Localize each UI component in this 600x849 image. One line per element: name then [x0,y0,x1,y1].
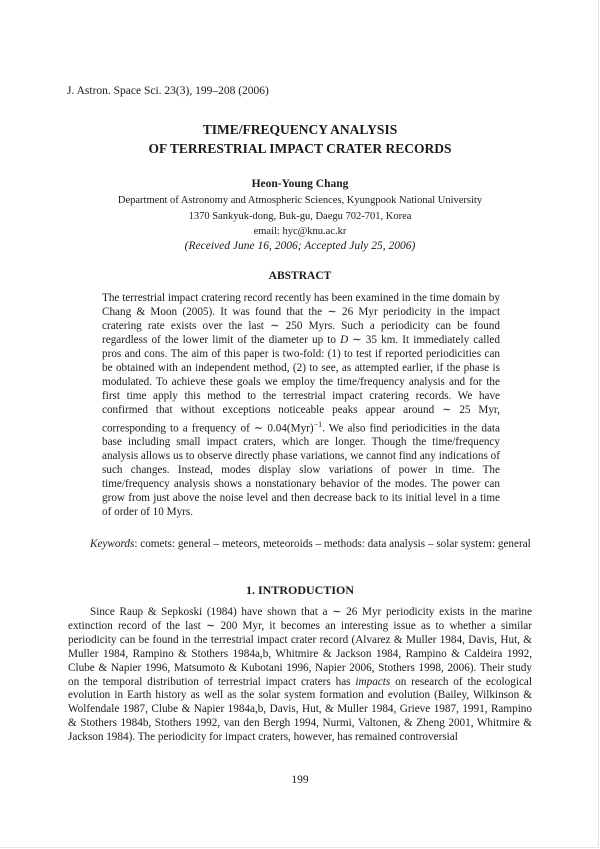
introduction-paragraph [68,606,532,745]
journal-reference: J. Astron. Space Sci. 23(3), 199–208 (2006) [67,85,269,97]
title-line-1: TIME/FREQUENCY ANALYSIS [202,122,398,137]
paper-title [0,120,600,158]
abstract-superscript: −1 [313,419,323,429]
received-dates: (Received June 16, 2006; Accepted July 25, 2006) [184,240,416,252]
affiliation-line-1: Department of Astronomy and Atmospheric Sciences, Kyungpook National University [117,195,483,206]
keywords-label: Keywords [90,538,135,550]
abstract-text-1: The terrestrial impact cratering record recently has been examined in the time domain by Chang & Moon (2005). It was found that the ∼ 26 Myr periodicity in the impact cratering rate exists over the last ∼ 250 Myrs. Such a periodicity can be found regardless of the lower limit of the diameter up to [102,292,500,346]
author-affiliation [0,193,600,240]
keywords-text: : comets: general – meteors, meteoroids – methods: data analysis – solar system: general [134,538,531,550]
keywords [68,537,532,551]
abstract-heading: ABSTRACT [268,270,332,282]
affiliation-line-2: 1370 Sankyuk-dong, Buk-gu, Daegu 702-701, Korea [188,210,412,222]
author-email: email: hyc@knu.ac.kr [253,226,347,237]
abstract-variable-d: D [340,333,349,346]
intro-italic-word: impacts [355,675,391,688]
intro-text-1: Since Raup & Sepkoski (1984) have shown that a ∼ 26 Myr periodicity exists in the marine extinction record of the last ∼ 200 Myr, it becomes an interesting issue as to whether a similar periodicity can be found in the terrestrial impact crater record (Alvarez & Muller 1984, Davis, Hut, & Muller 1984, Rampino & Stothers 1984a,b, Whitmire & Jackson 1984, Rampino & Caldeira 1992, Clube & Napier 1996, Matsumoto & Kubotani 1996, Napier 2006, Stothers 1998, 2006). Their study on the temporal distribution of terrestrial impact craters has [68,606,532,688]
abstract-text-3: . We also find periodicities in the data base including small impact craters, which are longer. Though the time/frequency analysis allows us to observe directly phase variations, we cannot find any indications of such changes. Instead, modes display slow variations of power in time. The time/frequency analysis shows a nonstationary behavior of the modes. The power can grow from just above the noise level and then decrease back to its initial level in a time of order of 10 Myrs. [102,422,500,519]
page-number: 199 [291,774,309,786]
author-name: Heon-Young Chang [251,178,349,190]
intro-text-2: on research of the ecological evolution in Earth history as well as the solar system formation and evolution (Bailey, Wilkinson & Wolfendale 1987, Clube & Napier 1984a,b, Davis, Hut, & Muller 1984, Grieve 1987, 1991, Rampino & Stothers 1984b, Stothers 1992, van den Bergh 1994, Nurmi, Valtonen, & Zheng 2001, Whitmire & Jackson 1984). The periodicity for impact craters, however, has remained controversial [68,675,533,744]
abstract-text-2: ∼ 35 km. It immediately called pros and cons. The aim of this paper is two-fold: (1) to test if reported periodicities can be obtained with an independent method, (2) to see, as attempted earlier, if the phase is modulated. To achieve these goals we employ the time/frequency analysis and for the first time apply this method to the terrestrial impact cratering records. We have confirmed that without exceptions noticeable peaks appear around ∼ 25 Myr, corresponding to a frequency of ∼ 0.04(Myr) [102,333,500,435]
abstract-body [102,292,500,520]
section-heading-introduction: 1. INTRODUCTION [245,583,354,597]
title-line-2: OF TERRESTRIAL IMPACT CRATER RECORDS [148,141,452,156]
